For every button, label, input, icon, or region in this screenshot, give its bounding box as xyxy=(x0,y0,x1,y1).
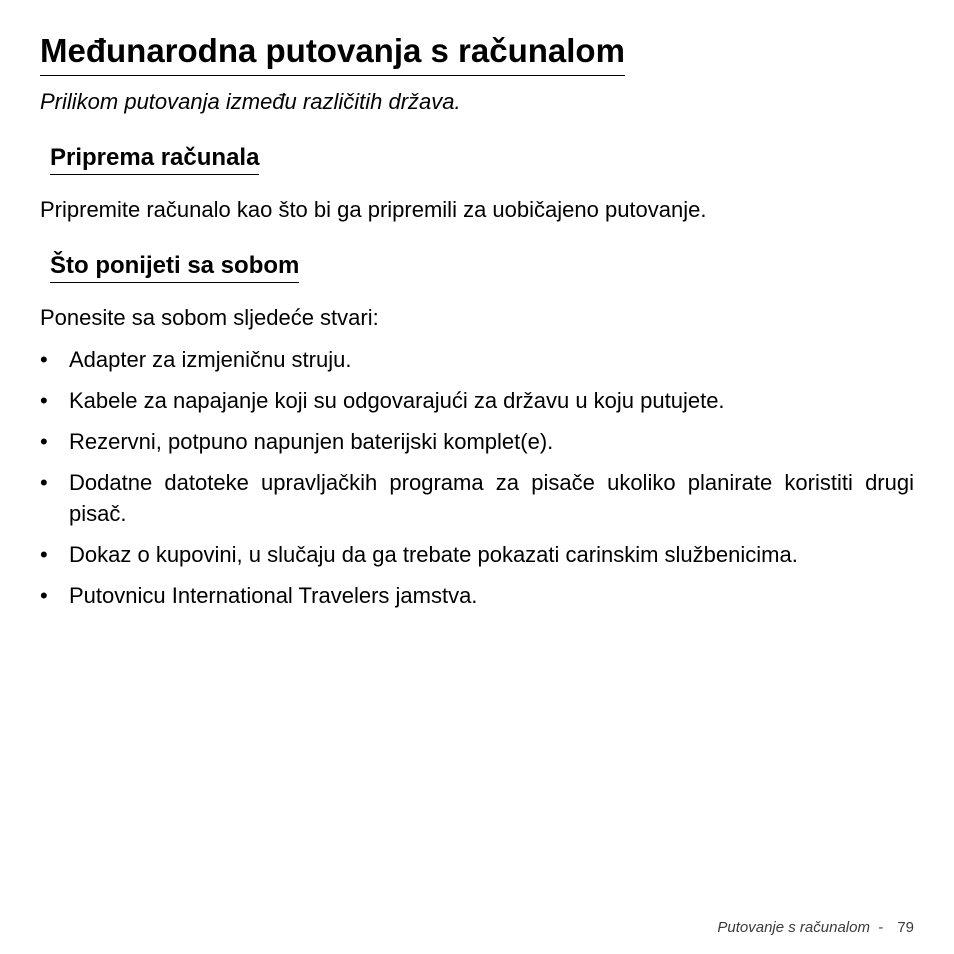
page-footer xyxy=(717,918,914,938)
section-paragraph-sto-ponijeti: Ponesite sa sobom sljedeće stvari: xyxy=(40,305,379,330)
section-heading-sto-ponijeti: Što ponijeti sa sobom xyxy=(50,251,299,283)
list-item: • Putovnicu International Travelers jamstva. xyxy=(40,580,914,611)
list-item: • Kabele za napajanje koji su odgovarajući za državu u koju putujete. xyxy=(40,385,914,416)
page-subtitle: Prilikom putovanja između različitih država. xyxy=(40,89,461,114)
list-item: • Dodatne datoteke upravljačkih programa za pisače ukoliko planirate koristiti drugi pisač. xyxy=(40,467,914,529)
section-heading-priprema: Priprema računala xyxy=(50,143,259,175)
footer-separator: - xyxy=(878,919,884,936)
page-title: Međunarodna putovanja s računalom xyxy=(40,29,625,76)
section-paragraph-priprema: Pripremite računalo kao što bi ga pripremili za uobičajeno putovanje. xyxy=(40,197,707,222)
footer-chapter-title: Putovanje s računalom xyxy=(717,919,870,936)
list-item: • Dokaz o kupovini, u slučaju da ga trebate pokazati carinskim službenicima. xyxy=(40,539,914,570)
list-item: • Adapter za izmjeničnu struju. xyxy=(40,344,914,375)
list-item: • Rezervni, potpuno napunjen baterijski komplet(e). xyxy=(40,426,914,457)
items-bullet-list xyxy=(40,344,914,621)
page-number: 79 xyxy=(897,919,914,936)
